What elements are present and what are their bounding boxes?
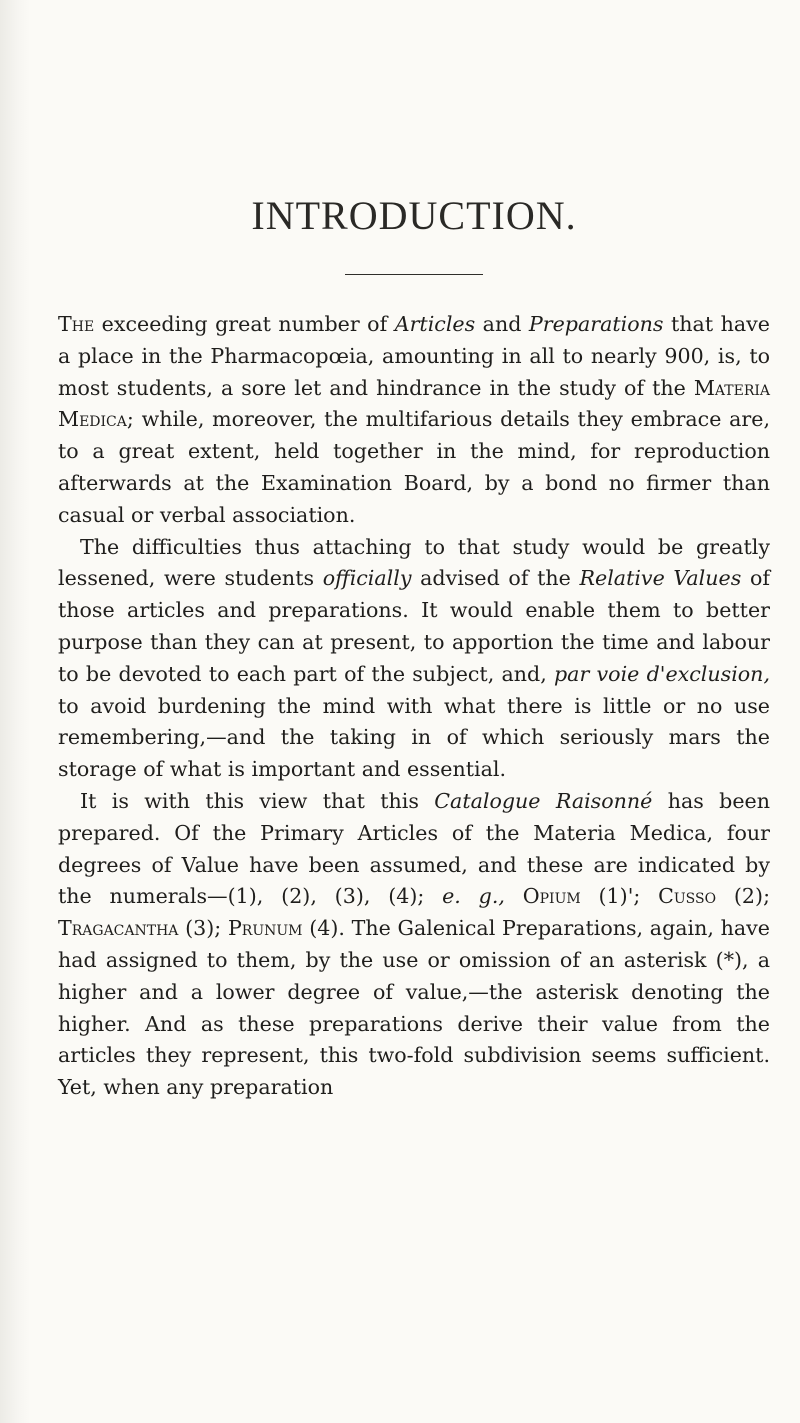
text-run: [505, 884, 523, 908]
body-text: [58, 309, 770, 1104]
italic-run: Articles: [394, 312, 476, 336]
text-run: (3);: [178, 916, 228, 941]
italic-run: e. g.,: [442, 884, 505, 909]
text-run: (1)';: [580, 884, 659, 909]
text-run: (4). The Galenical Preparations, again, have had assigned to them, by the use or omission of an asterisk (*), a higher and a lower degree of value,—the asterisk denoting the higher. And as these preparations derive their value from the articles they represent, this two-fold subdivision seems sufficient. Yet, when any preparation: [58, 916, 770, 1100]
text-run: has been prepared. Of the Primary Articles of the Materia Medica, four degrees of Value have been assumed, and these are indicated by the numerals—(1), (2), (3), (4);: [58, 788, 770, 909]
book-page: [58, 0, 770, 1104]
small-caps-run: Tragacantha: [58, 916, 179, 941]
italic-run: Relative Values: [579, 566, 742, 591]
heading-rule: [345, 274, 483, 275]
italic-run: Catalogue Raisonné: [434, 788, 653, 813]
text-run: It is with this view that this: [80, 788, 435, 813]
text-run: of those articles and preparations. It would enable them to better purpose than they can at present, to apportion the time and labour to be devoted to each part of the subject, and,: [58, 566, 770, 686]
text-run: exceeding great number of: [94, 312, 395, 336]
small-caps-run: Cusso: [658, 884, 717, 909]
small-caps-run: Prunum: [227, 916, 303, 941]
text-run: and: [475, 312, 529, 336]
page-edge-shadow: [0, 0, 30, 1423]
lead-small-caps: The: [58, 312, 95, 336]
text-run: advised of the: [411, 566, 580, 591]
text-run: to avoid burdening the mind with what there is little or no use remembering,—and the taking in of which seriously mars the storage of what is important and essential.: [58, 693, 770, 782]
text-run: The difficulties thus attaching to that study would be greatly lessened, were students: [58, 534, 770, 591]
small-caps-run: Opium: [522, 884, 581, 909]
chapter-heading: INTRODUCTION.: [251, 193, 577, 238]
paragraph-2: [58, 532, 770, 786]
small-caps-run: Materia Medica: [58, 375, 770, 432]
paragraph-3: [58, 786, 770, 1104]
text-run: that have a place in the Pharmacopœia, amounting in all to nearly 900, is, to most students, a sore let and hindrance in the study of the: [58, 312, 770, 400]
italic-run: par voie d'exclusion,: [554, 661, 770, 686]
text-run: (2);: [716, 884, 771, 909]
paragraph-1: [58, 309, 770, 532]
italic-run: officially: [322, 566, 412, 591]
italic-run: Preparations: [528, 312, 664, 336]
text-run: ; while, moreover, the multifarious details they embrace are, to a great extent, held together in the mind, for reproduction afterwards at the Examination Board, by a bond no firmer than casual or verbal association.: [58, 407, 770, 527]
